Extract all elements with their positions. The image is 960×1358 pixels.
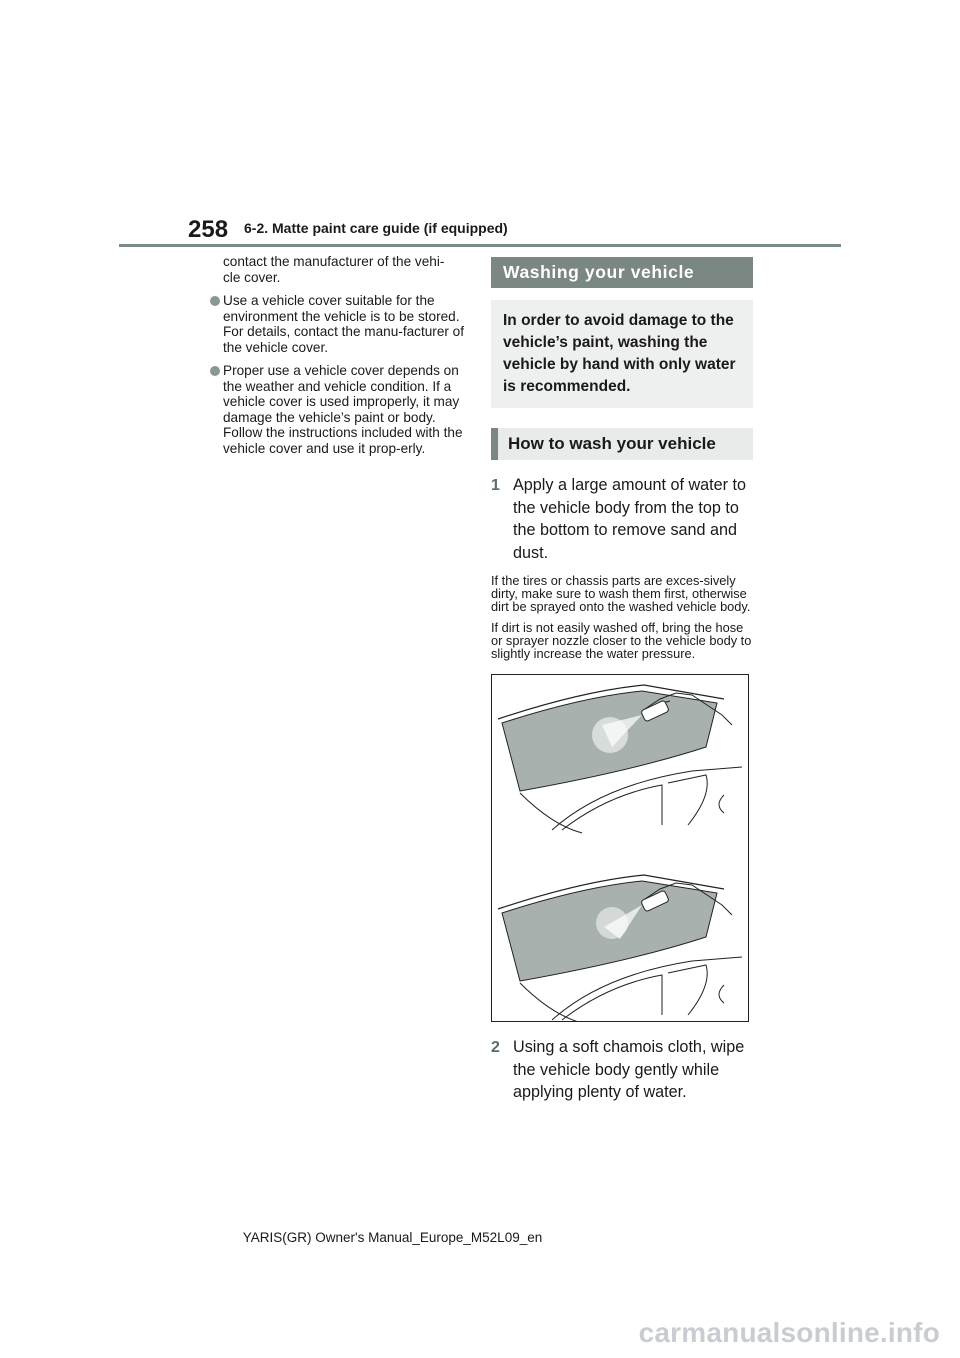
step-number: 2 xyxy=(491,1039,500,1056)
step-number: 1 xyxy=(491,477,500,494)
header-divider xyxy=(119,244,841,247)
page-number: 258 xyxy=(188,216,229,243)
note-text: If the tires or chassis parts are exces-sively dirty, make sure to wash them first, otherwise dirt be sprayed onto the washed vehicle body. xyxy=(491,573,751,614)
right-column xyxy=(491,257,753,1104)
left-column xyxy=(210,254,470,464)
bullet-item xyxy=(210,363,470,456)
note-text: If dirt is not easily washed off, bring the hose or sprayer nozzle closer to the vehicle body to slightly increase the water pressure. xyxy=(491,620,752,661)
section-title: 6-2. Matte paint care guide (if equipped) xyxy=(244,220,508,236)
footer xyxy=(0,1230,960,1245)
subsection-heading: How to wash your vehicle xyxy=(491,428,753,460)
continuation-text: contact the manufacturer of the vehi- cle cover. xyxy=(223,254,445,285)
section-heading: Washing your vehicle xyxy=(491,257,753,288)
bullet-text: Use a vehicle cover suitable for the environment the vehicle is to be stored. For details, contact the manu-facturer of the vehicle cover. xyxy=(223,293,465,355)
bullet-dot-icon xyxy=(210,296,220,306)
roof-spray-scene-top xyxy=(498,685,742,833)
car-washing-drawing xyxy=(492,675,748,1021)
roof-spray-scene-bottom xyxy=(498,875,742,1021)
step-text: Apply a large amount of water to the vehicle body from the top to the bottom to remove sand and dust. xyxy=(513,476,747,562)
step-text: Using a soft chamois cloth, wipe the vehicle body gently while applying plenty of water. xyxy=(513,1038,745,1101)
step-item xyxy=(491,474,753,564)
bullet-text: Proper use a vehicle cover depends on the weather and vehicle condition. If a vehicle cover is used improperly, it may damage the vehicle’s paint or body. Follow the instructions included with the vehicle cover and use it prop-erly. xyxy=(223,363,463,456)
bullet-item xyxy=(210,293,470,355)
callout-box: In order to avoid damage to the vehicle’s paint, washing the vehicle by hand with only water is recommended. xyxy=(491,300,753,408)
manual-id: YARIS(GR) Owner's Manual_Europe_M52L09_en xyxy=(242,1230,543,1245)
step-item xyxy=(491,1036,753,1104)
bullet-dot-icon xyxy=(210,366,220,376)
washing-illustration xyxy=(491,674,749,1022)
watermark: carmanualsonline.info xyxy=(638,1317,940,1348)
